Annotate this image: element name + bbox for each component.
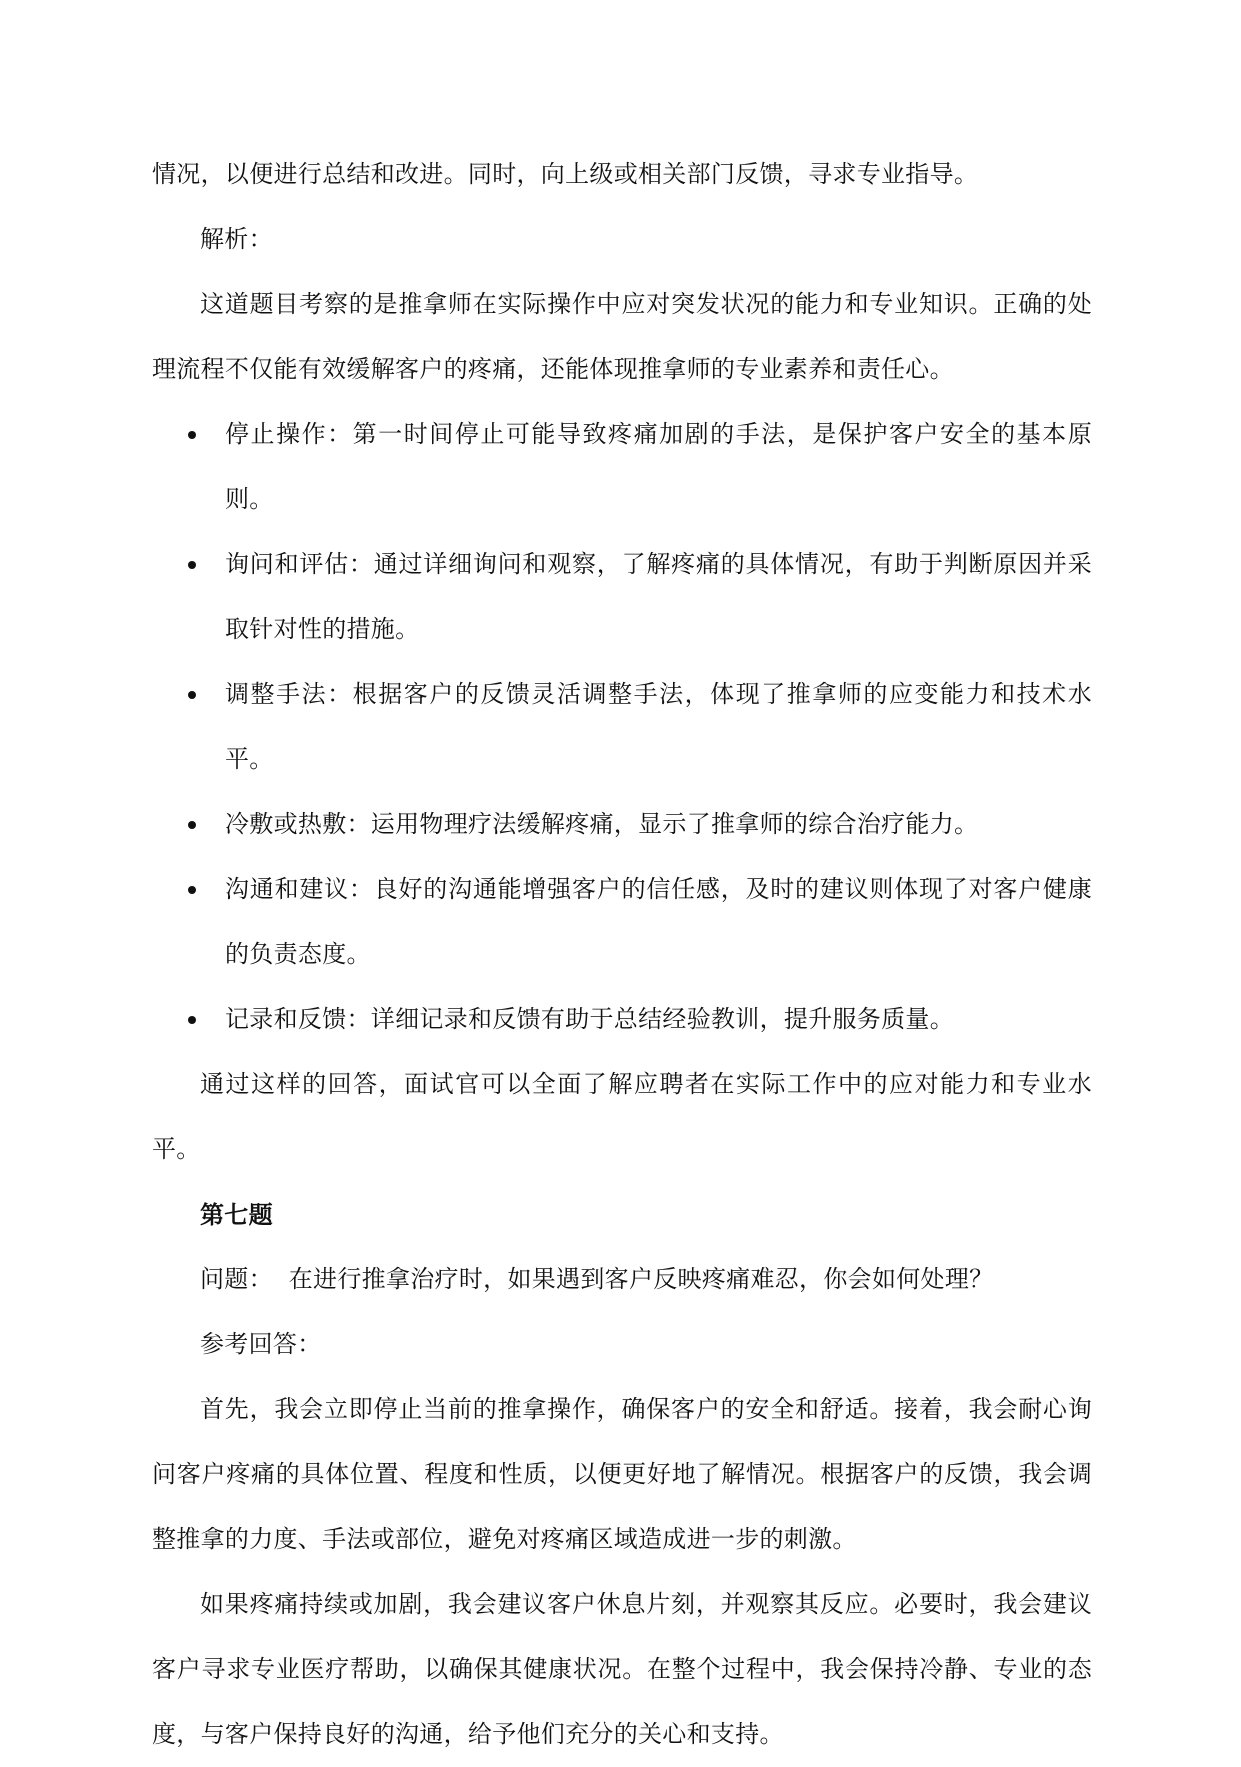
bullet-icon: [188, 691, 196, 699]
list-item: [152, 532, 1092, 662]
answer-paragraph: 如果疼痛持续或加剧，我会建议客户休息片刻，并观察其反应。必要时，我会建议客户寻求专业医疗帮助，以确保其健康状况。在整个过程中，我会保持冷静、专业的态度，与客户保持良好的沟通，给予他们充分的关心和支持。: [152, 1590, 1092, 1748]
list-item: [152, 987, 1092, 1052]
analysis-bullet-list: [152, 402, 1092, 1052]
summary-paragraph: 通过这样的回答，面试官可以全面了解应聘者在实际工作中的应对能力和专业水平。: [152, 1070, 1092, 1163]
bullet-text: 调整手法：根据客户的反馈灵活调整手法，体现了推拿师的应变能力和技术水平。: [225, 680, 1092, 773]
bullet-text: 记录和反馈：详细记录和反馈有助于总结经验教训，提升服务质量。: [225, 1005, 954, 1033]
continued-paragraph: 情况，以便进行总结和改进。同时，向上级或相关部门反馈，寻求专业指导。: [152, 160, 979, 188]
document-body: [152, 142, 1092, 1767]
answer-label: 参考回答：: [200, 1330, 322, 1358]
list-item: [152, 402, 1092, 532]
bullet-text: 询问和评估：通过详细询问和观察，了解疼痛的具体情况，有助于判断原因并采取针对性的措施。: [225, 550, 1092, 643]
answer-paragraph: 首先，我会立即停止当前的推拿操作，确保客户的安全和舒适。接着，我会耐心询问客户疼痛的具体位置、程度和性质，以便更好地了解情况。根据客户的反馈，我会调整推拿的力度、手法或部位，避免对疼痛区域造成进一步的刺激。: [152, 1395, 1092, 1553]
bullet-text: 沟通和建议：良好的沟通能增强客户的信任感，及时的建议则体现了对客户健康的负责态度。: [225, 875, 1092, 968]
bullet-text: 冷敷或热敷：运用物理疗法缓解疼痛，显示了推拿师的综合治疗能力。: [225, 810, 979, 838]
bullet-icon: [188, 821, 196, 829]
section-heading: 第七题: [200, 1200, 273, 1229]
analysis-label: 解析：: [200, 225, 273, 253]
analysis-paragraph: 这道题目考察的是推拿师在实际操作中应对突发状况的能力和专业知识。正确的处理流程不仅能有效缓解客户的疼痛，还能体现推拿师的专业素养和责任心。: [152, 290, 1092, 383]
bullet-icon: [188, 431, 196, 439]
bullet-icon: [188, 886, 196, 894]
bullet-icon: [188, 561, 196, 569]
list-item: [152, 792, 1092, 857]
question-text: 问题： 在进行推拿治疗时，如果遇到客户反映疼痛难忍，你会如何处理？: [200, 1265, 994, 1293]
list-item: [152, 662, 1092, 792]
bullet-text: 停止操作：第一时间停止可能导致疼痛加剧的手法，是保护客户安全的基本原则。: [225, 420, 1092, 513]
list-item: [152, 857, 1092, 987]
bullet-icon: [188, 1016, 196, 1024]
